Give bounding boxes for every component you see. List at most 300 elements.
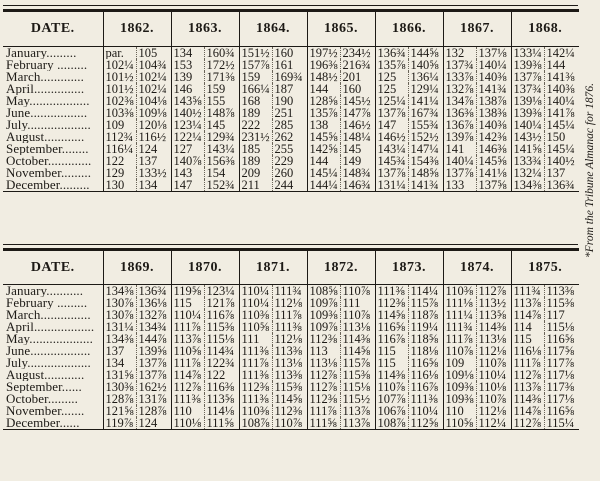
month-label: April.................. bbox=[3, 321, 103, 333]
lowest-price-cell: 102¼ bbox=[103, 59, 136, 71]
lowest-price-cell: 142⅝ bbox=[307, 143, 340, 155]
lowest-price-cell: 111⅜ bbox=[239, 393, 272, 405]
highest-price-cell: 187 bbox=[272, 83, 307, 95]
highest-price-cell: 144 bbox=[546, 59, 566, 71]
lowest-price-cell: 111⅞ bbox=[171, 321, 204, 333]
lowest-price-cell: 137⅞ bbox=[511, 71, 544, 83]
highest-price-cell: 255 bbox=[272, 143, 307, 155]
table-row bbox=[3, 59, 579, 71]
table-row bbox=[3, 167, 579, 179]
highest-price-cell: 156⅜ bbox=[204, 155, 239, 167]
lowest-price-cell: 134⅜ bbox=[511, 179, 544, 192]
year-header: 1873. bbox=[375, 250, 443, 285]
lowest-price-cell: 146½ bbox=[375, 131, 408, 143]
highest-price-cell: 244 bbox=[272, 179, 307, 192]
lowest-price-cell: 145⅝ bbox=[307, 131, 340, 143]
highest-price-cell: 115⅜ bbox=[204, 321, 239, 333]
table-row bbox=[3, 155, 579, 167]
month-label: October......... bbox=[3, 393, 103, 405]
highest-price-cell: 113⅛ bbox=[476, 333, 511, 345]
highest-price-cell: 113⅜ bbox=[272, 345, 307, 357]
lowest-price-cell: 137⅞ bbox=[375, 167, 408, 179]
lowest-price-cell: 139⅛ bbox=[511, 95, 544, 107]
highest-price-cell: 137⅞ bbox=[136, 357, 171, 369]
highest-price-cell: 102¼ bbox=[136, 83, 171, 95]
highest-price-cell: 160¾ bbox=[204, 47, 239, 60]
lowest-price-cell: 132¼ bbox=[511, 167, 544, 179]
lowest-price-cell: 122 bbox=[103, 155, 136, 167]
table-row bbox=[3, 107, 579, 119]
highest-price-cell: 117⅝ bbox=[546, 345, 575, 357]
highest-price-cell: 150 bbox=[546, 131, 566, 143]
lowest-price-cell: 185 bbox=[239, 143, 272, 155]
lowest-price-cell: 108⅝ bbox=[307, 285, 340, 298]
highest-price-cell: 110⅞ bbox=[340, 285, 375, 298]
table-row bbox=[3, 321, 579, 333]
highest-price-cell: 123¼ bbox=[204, 285, 239, 298]
highest-price-cell: 112⅛ bbox=[272, 333, 307, 345]
lowest-price-cell: 119⅝ bbox=[171, 285, 204, 298]
lowest-price-cell: 211 bbox=[239, 179, 272, 192]
lowest-price-cell: 110⅜ bbox=[443, 285, 476, 298]
lowest-price-cell: 111⅜ bbox=[171, 393, 204, 405]
lowest-price-cell: 147 bbox=[375, 119, 408, 131]
lowest-price-cell: 133 bbox=[443, 179, 476, 192]
lowest-price-cell: 111⅞ bbox=[443, 333, 476, 345]
highest-price-cell: 134¾ bbox=[136, 321, 171, 333]
lowest-price-cell: 114 bbox=[511, 321, 544, 333]
lowest-price-cell: 144¼ bbox=[307, 179, 340, 192]
highest-price-cell: 112⅞ bbox=[476, 285, 511, 298]
month-label: June.................. bbox=[3, 345, 103, 357]
month-label: May.................. bbox=[3, 95, 103, 107]
month-label: May................... bbox=[3, 333, 103, 345]
lowest-price-cell: 140¼ bbox=[443, 155, 476, 167]
lowest-price-cell: 112⅜ bbox=[239, 381, 272, 393]
highest-price-cell: 148⅞ bbox=[204, 107, 239, 119]
lowest-price-cell: 111⅞ bbox=[307, 405, 340, 417]
highest-price-cell: 162½ bbox=[136, 381, 171, 393]
month-label: March............... bbox=[3, 309, 103, 321]
lowest-price-cell: 136⅜ bbox=[443, 107, 476, 119]
highest-price-cell: 122 bbox=[204, 369, 239, 381]
highest-price-cell: 110⅞ bbox=[340, 309, 375, 321]
lowest-price-cell: 112⅜ bbox=[375, 297, 408, 309]
lowest-price-cell: 130⅞ bbox=[103, 309, 136, 321]
lowest-price-cell: 109⅜ bbox=[307, 309, 340, 321]
month-label: November....... bbox=[3, 405, 103, 417]
lowest-price-cell: 133¼ bbox=[511, 47, 544, 60]
highest-price-cell: 117⅛ bbox=[546, 393, 575, 405]
month-label: August............ bbox=[3, 131, 103, 143]
highest-price-cell: 113⅜ bbox=[272, 369, 307, 381]
highest-price-cell: 115⅜ bbox=[546, 297, 575, 309]
year-header: 1863. bbox=[171, 11, 239, 47]
highest-price-cell: 145½ bbox=[340, 95, 375, 107]
lowest-price-cell: 144 bbox=[307, 155, 340, 167]
table-row bbox=[3, 357, 579, 369]
highest-price-cell: 112⅛ bbox=[476, 345, 511, 357]
lowest-price-cell: 123¼ bbox=[171, 119, 204, 131]
year-header: 1872. bbox=[307, 250, 375, 285]
month-label: September...... bbox=[3, 381, 103, 393]
highest-price-cell: 115⅞ bbox=[340, 357, 375, 369]
lowest-price-cell: 115 bbox=[375, 357, 408, 369]
highest-price-cell: 145¼ bbox=[546, 119, 575, 131]
highest-price-cell: 105 bbox=[136, 47, 171, 60]
lowest-price-cell: 159 bbox=[239, 71, 272, 83]
lowest-price-cell: 110⅞ bbox=[375, 381, 408, 393]
lowest-price-cell: 128⅞ bbox=[103, 393, 136, 405]
year-header: 1865. bbox=[307, 11, 375, 47]
lowest-price-cell: 135⅞ bbox=[375, 59, 408, 71]
highest-price-cell: 142⅜ bbox=[476, 131, 511, 143]
lowest-price-cell: 111 bbox=[239, 333, 272, 345]
highest-price-cell: 144⅞ bbox=[136, 333, 171, 345]
highest-price-cell: 146⅜ bbox=[476, 143, 511, 155]
gold-price-table-1869-1875 bbox=[3, 248, 579, 430]
lowest-price-cell: 114⅜ bbox=[511, 393, 544, 405]
highest-price-cell: 111⅞ bbox=[272, 309, 307, 321]
lowest-price-cell: 114⅜ bbox=[375, 369, 408, 381]
table-row bbox=[3, 345, 579, 357]
highest-price-cell: 133½ bbox=[136, 167, 171, 179]
highest-price-cell: 118⅛ bbox=[408, 345, 443, 357]
highest-price-cell: 129¾ bbox=[204, 131, 239, 143]
lowest-price-cell: 143⅝ bbox=[171, 95, 204, 107]
lowest-price-cell: 122¼ bbox=[171, 131, 204, 143]
month-label: July................... bbox=[3, 357, 103, 369]
highest-price-cell: 141⅜ bbox=[546, 71, 575, 83]
table-row bbox=[3, 71, 579, 83]
lowest-price-cell: 125 bbox=[375, 71, 408, 83]
highest-price-cell: 141¾ bbox=[476, 83, 511, 95]
highest-price-cell: 132⅞ bbox=[136, 309, 171, 321]
highest-price-cell: 115⅜ bbox=[340, 369, 375, 381]
lowest-price-cell: 115 bbox=[171, 297, 204, 309]
lowest-price-cell: 115 bbox=[511, 333, 544, 345]
month-label: December......... bbox=[3, 179, 103, 192]
lowest-price-cell: 108⅞ bbox=[375, 417, 408, 430]
lowest-price-cell: 139⅜ bbox=[511, 59, 544, 71]
lowest-price-cell: 166¼ bbox=[239, 83, 272, 95]
lowest-price-cell: 131¼ bbox=[375, 179, 408, 192]
table-row bbox=[3, 369, 579, 381]
highest-price-cell: 116⅝ bbox=[546, 405, 575, 417]
lowest-price-cell: 110⅛ bbox=[171, 417, 204, 430]
lowest-price-cell: 143¼ bbox=[375, 143, 408, 155]
highest-price-cell: 262 bbox=[272, 131, 307, 143]
highest-price-cell: 169¾ bbox=[272, 71, 307, 83]
lowest-price-cell: 139 bbox=[171, 71, 204, 83]
highest-price-cell: 104⅛ bbox=[136, 95, 171, 107]
highest-price-cell: 138⅜ bbox=[476, 107, 511, 119]
table-row bbox=[3, 119, 579, 131]
lowest-price-cell: 139⅞ bbox=[443, 131, 476, 143]
highest-price-cell: 147⅞ bbox=[340, 107, 375, 119]
table-row bbox=[3, 179, 579, 192]
highest-price-cell: 114⅛ bbox=[204, 405, 239, 417]
lowest-price-cell: 146 bbox=[171, 83, 204, 95]
lowest-price-cell: 112⅞ bbox=[307, 381, 340, 393]
highest-price-cell: 110¼ bbox=[476, 369, 511, 381]
table-row bbox=[3, 381, 579, 393]
lowest-price-cell: 116⅞ bbox=[375, 333, 408, 345]
lowest-price-cell: 101½ bbox=[103, 71, 136, 83]
lowest-price-cell: 108⅞ bbox=[239, 417, 272, 430]
highest-price-cell: 160 bbox=[272, 47, 307, 60]
lowest-price-cell: 137¾ bbox=[443, 59, 476, 71]
lowest-price-cell: 151½ bbox=[239, 47, 272, 60]
lowest-price-cell: 111⅞ bbox=[511, 357, 544, 369]
lowest-price-cell: 111¼ bbox=[443, 309, 476, 321]
lowest-price-cell: 189 bbox=[239, 155, 272, 167]
highest-price-cell: 141¾ bbox=[408, 179, 443, 192]
lowest-price-cell: 168 bbox=[239, 95, 272, 107]
table-row bbox=[3, 143, 579, 155]
lowest-price-cell: 222 bbox=[239, 119, 272, 131]
highest-price-cell: 146½ bbox=[340, 119, 375, 131]
highest-price-cell: 152½ bbox=[408, 131, 443, 143]
lowest-price-cell: 209 bbox=[239, 167, 272, 179]
lowest-price-cell: 112⅞ bbox=[511, 417, 544, 430]
highest-price-cell: 145⅝ bbox=[476, 155, 511, 167]
lowest-price-cell: 140⅞ bbox=[171, 155, 204, 167]
lowest-price-cell: 110⅜ bbox=[239, 405, 272, 417]
lowest-price-cell: 110⅝ bbox=[171, 345, 204, 357]
highest-price-cell: 119¼ bbox=[408, 321, 443, 333]
highest-price-cell: 114⅜ bbox=[340, 333, 375, 345]
lowest-price-cell: 133⅞ bbox=[443, 71, 476, 83]
lowest-price-cell: 138 bbox=[307, 119, 340, 131]
highest-price-cell: 116⅞ bbox=[408, 381, 443, 393]
highest-price-cell: 143¼ bbox=[204, 143, 239, 155]
highest-price-cell: 134 bbox=[136, 179, 171, 192]
highest-price-cell: 111⅝ bbox=[204, 417, 239, 430]
table-row bbox=[3, 131, 579, 143]
lowest-price-cell: 115 bbox=[375, 345, 408, 357]
highest-price-cell: 251 bbox=[272, 107, 307, 119]
month-label: July................... bbox=[3, 119, 103, 131]
highest-price-cell: 141¼ bbox=[408, 95, 443, 107]
highest-price-cell: 121⅞ bbox=[204, 297, 239, 309]
highest-price-cell: 137⅞ bbox=[136, 369, 171, 381]
lowest-price-cell: par. bbox=[103, 47, 136, 60]
highest-price-cell: 190 bbox=[272, 95, 307, 107]
lowest-price-cell: 137⅞ bbox=[443, 167, 476, 179]
lowest-price-cell: 153 bbox=[171, 59, 204, 71]
lowest-price-cell: 116⅝ bbox=[375, 321, 408, 333]
highest-price-cell: 110⅛ bbox=[476, 381, 511, 393]
table-row bbox=[3, 417, 579, 430]
table-row bbox=[3, 297, 579, 309]
year-header: 1866. bbox=[375, 11, 443, 47]
highest-price-cell: 113⅝ bbox=[476, 309, 511, 321]
lowest-price-cell: 144 bbox=[307, 83, 340, 95]
year-header: 1874. bbox=[443, 250, 511, 285]
year-header: 1871. bbox=[239, 250, 307, 285]
lowest-price-cell: 111⅜ bbox=[239, 369, 272, 381]
highest-price-cell: 114¼ bbox=[408, 285, 443, 298]
highest-price-cell: 114⅜ bbox=[476, 321, 511, 333]
highest-price-cell: 145 bbox=[204, 119, 239, 131]
lowest-price-cell: 136⅞ bbox=[443, 119, 476, 131]
lowest-price-cell: 148½ bbox=[307, 71, 340, 83]
lowest-price-cell: 125¼ bbox=[375, 95, 408, 107]
lowest-price-cell: 130 bbox=[103, 179, 136, 192]
highest-price-cell: 140⅜ bbox=[476, 119, 511, 131]
lowest-price-cell: 128⅝ bbox=[307, 95, 340, 107]
lowest-price-cell: 112⅜ bbox=[307, 333, 340, 345]
highest-price-cell: 122¾ bbox=[204, 357, 239, 369]
highest-price-cell: 138⅞ bbox=[476, 95, 511, 107]
highest-price-cell: 161 bbox=[272, 59, 307, 71]
highest-price-cell: 117⅞ bbox=[546, 357, 575, 369]
lowest-price-cell: 134⅜ bbox=[103, 333, 136, 345]
highest-price-cell: 112⅝ bbox=[408, 417, 443, 430]
highest-price-cell: 285 bbox=[272, 119, 307, 131]
highest-price-cell: 110¼ bbox=[408, 405, 443, 417]
highest-price-cell: 145 bbox=[340, 143, 375, 155]
header-row bbox=[3, 11, 579, 47]
month-label: January........... bbox=[3, 285, 103, 298]
highest-price-cell: 140¼ bbox=[476, 59, 511, 71]
lowest-price-cell: 131⅝ bbox=[103, 369, 136, 381]
highest-price-cell: 136¼ bbox=[408, 71, 443, 83]
lowest-price-cell: 114⅝ bbox=[375, 309, 408, 321]
lowest-price-cell: 110⅝ bbox=[443, 417, 476, 430]
month-label: October............. bbox=[3, 155, 103, 167]
highest-price-cell: 155¾ bbox=[408, 119, 443, 131]
month-label: March............. bbox=[3, 71, 103, 83]
date-column-header: DATE. bbox=[3, 11, 103, 47]
lowest-price-cell: 137⅞ bbox=[375, 107, 408, 119]
highest-price-cell: 141⅞ bbox=[546, 107, 575, 119]
highest-price-cell: 144⅝ bbox=[408, 47, 443, 60]
highest-price-cell: 115⅛ bbox=[204, 333, 239, 345]
highest-price-cell: 120⅛ bbox=[136, 119, 171, 131]
lowest-price-cell: 103⅜ bbox=[103, 107, 136, 119]
lowest-price-cell: 113⅞ bbox=[511, 381, 544, 393]
highest-price-cell: 116⅝ bbox=[546, 333, 575, 345]
lowest-price-cell: 110¼ bbox=[239, 285, 272, 298]
highest-price-cell: 115⅛ bbox=[340, 381, 375, 393]
highest-price-cell: 116⅜ bbox=[204, 381, 239, 393]
month-label: February ......... bbox=[3, 59, 103, 71]
highest-price-cell: 113½ bbox=[476, 297, 511, 309]
highest-price-cell: 142¼ bbox=[546, 46, 575, 59]
lowest-price-cell: 111⅝ bbox=[307, 417, 340, 430]
lowest-price-cell: 145¾ bbox=[375, 155, 408, 167]
lowest-price-cell: 121⅝ bbox=[103, 405, 136, 417]
lowest-price-cell: 109⅜ bbox=[443, 381, 476, 393]
lowest-price-cell: 109 bbox=[443, 357, 476, 369]
lowest-price-cell: 147 bbox=[171, 179, 204, 192]
month-label: February ......... bbox=[3, 297, 103, 309]
highest-price-cell: 113⅛ bbox=[340, 321, 375, 333]
lowest-price-cell: 140½ bbox=[171, 107, 204, 119]
lowest-price-cell: 110⅝ bbox=[239, 321, 272, 333]
lowest-price-cell: 110 bbox=[443, 405, 476, 417]
table-row bbox=[3, 333, 579, 345]
lowest-price-cell: 111¾ bbox=[511, 285, 544, 298]
middle-rule bbox=[3, 244, 578, 245]
highest-price-cell: 136¾ bbox=[136, 285, 171, 298]
lowest-price-cell: 111¾ bbox=[443, 321, 476, 333]
table-row bbox=[3, 285, 579, 298]
lowest-price-cell: 136¾ bbox=[375, 47, 408, 60]
highest-price-cell: 129¼ bbox=[408, 83, 443, 95]
highest-price-cell: 141⅛ bbox=[476, 167, 511, 179]
highest-price-cell: 114⅝ bbox=[340, 345, 375, 357]
gold-price-table-1862-1868 bbox=[3, 9, 579, 192]
month-label: September........ bbox=[3, 143, 103, 155]
lowest-price-cell: 113⅞ bbox=[171, 333, 204, 345]
month-label: November......... bbox=[3, 167, 103, 179]
highest-price-cell: 148¼ bbox=[340, 131, 375, 143]
lowest-price-cell: 111⅜ bbox=[375, 285, 408, 298]
highest-price-cell: 146¾ bbox=[340, 179, 375, 192]
highest-price-cell: 137 bbox=[546, 167, 566, 179]
lowest-price-cell: 113 bbox=[307, 345, 340, 357]
lowest-price-cell: 134 bbox=[103, 357, 136, 369]
highest-price-cell: 115⅞ bbox=[408, 297, 443, 309]
lowest-price-cell: 134⅜ bbox=[103, 285, 136, 298]
lowest-price-cell: 107⅞ bbox=[375, 393, 408, 405]
highest-price-cell: 102¼ bbox=[136, 71, 171, 83]
highest-price-cell: 155 bbox=[204, 95, 239, 107]
highest-price-cell: 115⅜ bbox=[272, 381, 307, 393]
lowest-price-cell: 102⅜ bbox=[103, 95, 136, 107]
highest-price-cell: 148¾ bbox=[340, 167, 375, 179]
year-header: 1862. bbox=[103, 11, 171, 47]
lowest-price-cell: 139⅜ bbox=[511, 107, 544, 119]
highest-price-cell: 111¾ bbox=[272, 285, 307, 298]
lowest-price-cell: 137¾ bbox=[511, 83, 544, 95]
highest-price-cell: 104¾ bbox=[136, 59, 171, 71]
lowest-price-cell: 110 bbox=[171, 405, 204, 417]
highest-price-cell: 113⅞ bbox=[340, 417, 375, 430]
table-row bbox=[3, 83, 579, 95]
month-label: April............... bbox=[3, 83, 103, 95]
lowest-price-cell: 112⅞ bbox=[307, 369, 340, 381]
highest-price-cell: 110⅞ bbox=[476, 357, 511, 369]
highest-price-cell: 234½ bbox=[340, 47, 375, 60]
highest-price-cell: 131⅞ bbox=[136, 393, 171, 405]
lowest-price-cell: 189 bbox=[239, 107, 272, 119]
lowest-price-cell: 113⅞ bbox=[511, 297, 544, 309]
lowest-price-cell: 119⅞ bbox=[103, 417, 136, 430]
lowest-price-cell: 231½ bbox=[239, 131, 272, 143]
highest-price-cell: 152¾ bbox=[204, 179, 239, 192]
lowest-price-cell: 112⅜ bbox=[307, 393, 340, 405]
highest-price-cell: 154 bbox=[204, 167, 239, 179]
lowest-price-cell: 109 bbox=[103, 119, 136, 131]
highest-price-cell: 117⅜ bbox=[546, 381, 575, 393]
lowest-price-cell: 112⅞ bbox=[171, 381, 204, 393]
month-label: December...... bbox=[3, 417, 103, 430]
highest-price-cell: 140¼ bbox=[546, 95, 575, 107]
lowest-price-cell: 114⅞ bbox=[511, 405, 544, 417]
lowest-price-cell: 141 bbox=[443, 143, 476, 155]
highest-price-cell: 137 bbox=[136, 155, 171, 167]
lowest-price-cell: 137 bbox=[103, 345, 136, 357]
highest-price-cell: 112⅜ bbox=[272, 405, 307, 417]
highest-price-cell: 110⅞ bbox=[272, 417, 307, 430]
lowest-price-cell: 143½ bbox=[511, 131, 544, 143]
lowest-price-cell: 109⅜ bbox=[443, 393, 476, 405]
highest-price-cell: 124 bbox=[136, 143, 171, 155]
